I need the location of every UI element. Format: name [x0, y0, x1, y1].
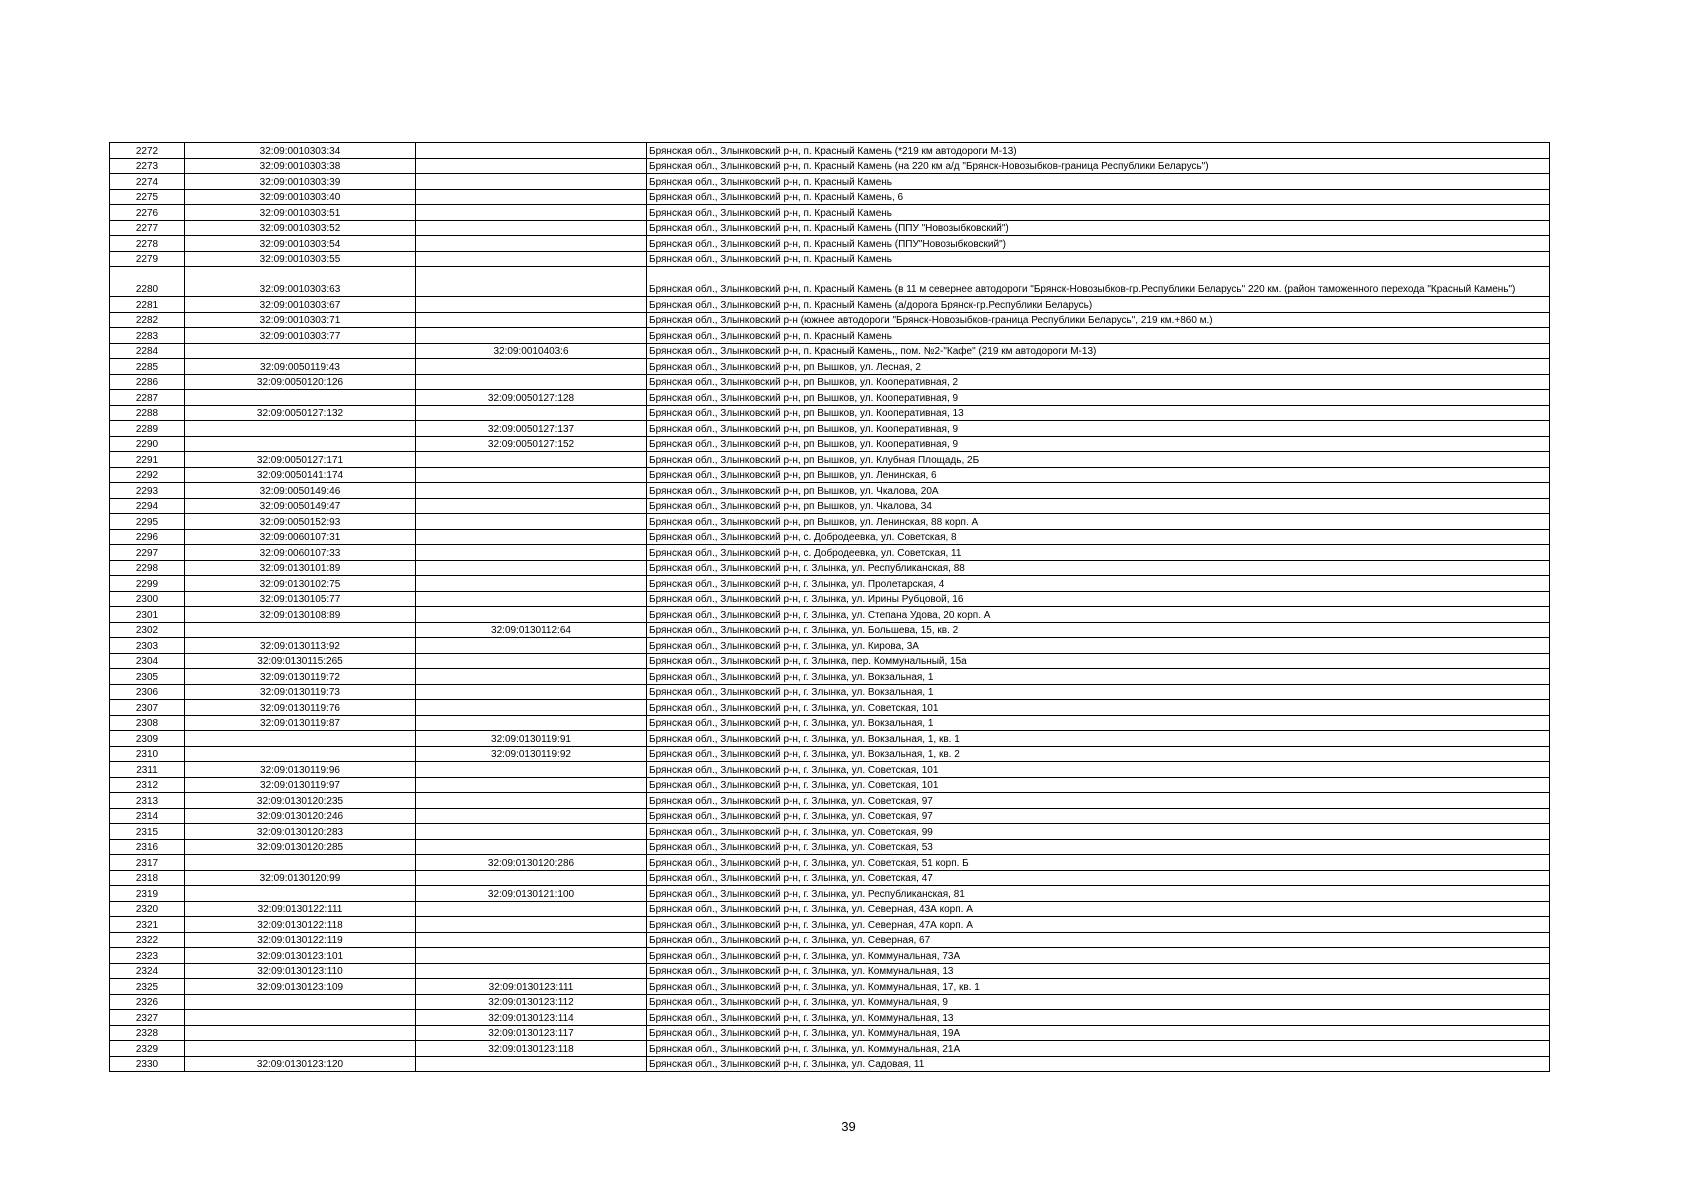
linked-cadastral-number-cell: 32:09:0130123:114	[416, 1010, 647, 1026]
row-number-cell: 2300	[110, 591, 185, 607]
linked-cadastral-number-cell	[416, 638, 647, 654]
row-number-cell: 2325	[110, 979, 185, 995]
table-row	[110, 746, 1550, 762]
linked-cadastral-number-cell	[416, 467, 647, 483]
linked-cadastral-number-cell	[416, 653, 647, 669]
linked-cadastral-number-cell: 32:09:0130123:117	[416, 1025, 647, 1041]
table-row	[110, 731, 1550, 747]
cadastral-number-cell: 32:09:0010303:40	[185, 189, 416, 205]
cadastral-number-cell: 32:09:0130123:120	[185, 1056, 416, 1072]
cadastral-number-cell: 32:09:0130123:101	[185, 948, 416, 964]
row-number-cell: 2308	[110, 715, 185, 731]
cadastral-number-cell: 32:09:0010303:38	[185, 158, 416, 174]
row-number-cell: 2287	[110, 390, 185, 406]
cadastral-number-cell: 32:09:0010303:34	[185, 143, 416, 159]
linked-cadastral-number-cell	[416, 220, 647, 236]
cadastral-number-cell	[185, 436, 416, 452]
address-cell: Брянская обл., Злынковский р-н, г. Злынка, ул. Ирины Рубцовой, 16	[647, 591, 1550, 607]
linked-cadastral-number-cell: 32:09:0010403:6	[416, 343, 647, 359]
table-row	[110, 251, 1550, 267]
row-number-cell: 2312	[110, 777, 185, 793]
address-cell: Брянская обл., Злынковский р-н, п. Красный Камень	[647, 205, 1550, 221]
linked-cadastral-number-cell: 32:09:0130120:286	[416, 855, 647, 871]
cadastral-number-cell: 32:09:0060107:33	[185, 545, 416, 561]
cadastral-number-cell: 32:09:0010303:67	[185, 297, 416, 313]
cadastral-number-cell	[185, 421, 416, 437]
linked-cadastral-number-cell: 32:09:0130123:111	[416, 979, 647, 995]
row-number-cell: 2292	[110, 467, 185, 483]
address-cell: Брянская обл., Злынковский р-н, г. Злынка, ул. Советская, 101	[647, 777, 1550, 793]
linked-cadastral-number-cell	[416, 715, 647, 731]
table-row	[110, 405, 1550, 421]
row-number-cell: 2293	[110, 483, 185, 499]
table-row	[110, 143, 1550, 159]
table-row	[110, 374, 1550, 390]
table-row	[110, 189, 1550, 205]
property-table-body	[110, 143, 1550, 1072]
address-cell: Брянская обл., Злынковский р-н, г. Злынка, ул. Коммунальная, 13	[647, 963, 1550, 979]
row-number-cell: 2324	[110, 963, 185, 979]
address-cell: Брянская обл., Злынковский р-н, г. Злынка, ул. Коммунальная, 19А	[647, 1025, 1550, 1041]
address-cell: Брянская обл., Злынковский р-н, г. Злынка, ул. Советская, 101	[647, 762, 1550, 778]
row-number-cell: 2309	[110, 731, 185, 747]
cadastral-number-cell: 32:09:0050120:126	[185, 374, 416, 390]
address-cell: Брянская обл., Злынковский р-н, г. Злынка, ул. Вокзальная, 1	[647, 715, 1550, 731]
table-row	[110, 824, 1550, 840]
row-number-cell: 2317	[110, 855, 185, 871]
cadastral-number-cell	[185, 994, 416, 1010]
address-cell: Брянская обл., Злынковский р-н, г. Злынка, ул. Вокзальная, 1, кв. 1	[647, 731, 1550, 747]
table-row	[110, 529, 1550, 545]
cadastral-number-cell: 32:09:0050127:132	[185, 405, 416, 421]
row-number-cell: 2326	[110, 994, 185, 1010]
address-cell: Брянская обл., Злынковский р-н, г. Злынка, ул. Советская, 51 корп. Б	[647, 855, 1550, 871]
row-number-cell: 2319	[110, 886, 185, 902]
table-row	[110, 1025, 1550, 1041]
cadastral-number-cell: 32:09:0130123:109	[185, 979, 416, 995]
row-number-cell: 2320	[110, 901, 185, 917]
linked-cadastral-number-cell	[416, 514, 647, 530]
address-cell: Брянская обл., Злынковский р-н, п. Красный Камень	[647, 251, 1550, 267]
cadastral-number-cell: 32:09:0130122:111	[185, 901, 416, 917]
row-number-cell: 2273	[110, 158, 185, 174]
cadastral-number-cell: 32:09:0130122:118	[185, 917, 416, 933]
cadastral-number-cell: 32:09:0010303:39	[185, 174, 416, 190]
address-cell: Брянская обл., Злынковский р-н, г. Злынка, ул. Республиканская, 81	[647, 886, 1550, 902]
address-cell: Брянская обл., Злынковский р-н, г. Злынка, ул. Советская, 97	[647, 808, 1550, 824]
table-row	[110, 638, 1550, 654]
cadastral-number-cell	[185, 746, 416, 762]
row-number-cell: 2291	[110, 452, 185, 468]
cadastral-number-cell: 32:09:0050119:43	[185, 359, 416, 375]
row-number-cell: 2297	[110, 545, 185, 561]
cadastral-number-cell: 32:09:0130122:119	[185, 932, 416, 948]
address-cell: Брянская обл., Злынковский р-н, п. Красный Камень	[647, 174, 1550, 190]
address-cell: Брянская обл., Злынковский р-н, г. Злынка, ул. Кирова, 3А	[647, 638, 1550, 654]
address-cell: Брянская обл., Злынковский р-н, г. Злынка, ул. Советская, 53	[647, 839, 1550, 855]
cadastral-number-cell	[185, 1010, 416, 1026]
linked-cadastral-number-cell	[416, 251, 647, 267]
table-row	[110, 715, 1550, 731]
row-number-cell: 2318	[110, 870, 185, 886]
address-cell: Брянская обл., Злынковский р-н, п. Красный Камень	[647, 328, 1550, 344]
linked-cadastral-number-cell	[416, 205, 647, 221]
table-row	[110, 514, 1550, 530]
address-cell: Брянская обл., Злынковский р-н, рп Вышков, ул. Чкалова, 20А	[647, 483, 1550, 499]
address-cell: Брянская обл., Злынковский р-н, г. Злынка, ул. Северная, 67	[647, 932, 1550, 948]
cadastral-number-cell	[185, 886, 416, 902]
row-number-cell: 2322	[110, 932, 185, 948]
cadastral-number-cell: 32:09:0050152:93	[185, 514, 416, 530]
cadastral-number-cell: 32:09:0010303:71	[185, 312, 416, 328]
table-row	[110, 886, 1550, 902]
table-row	[110, 421, 1550, 437]
cadastral-number-cell: 32:09:0130101:89	[185, 560, 416, 576]
address-cell: Брянская обл., Злынковский р-н, г. Злынка, ул. Советская, 47	[647, 870, 1550, 886]
linked-cadastral-number-cell	[416, 158, 647, 174]
cadastral-number-cell: 32:09:0130119:76	[185, 700, 416, 716]
cadastral-number-cell: 32:09:0050127:171	[185, 452, 416, 468]
table-row	[110, 205, 1550, 221]
linked-cadastral-number-cell	[416, 762, 647, 778]
table-row	[110, 855, 1550, 871]
table-row	[110, 1041, 1550, 1057]
cadastral-number-cell: 32:09:0130120:283	[185, 824, 416, 840]
cadastral-number-cell: 32:09:0050149:46	[185, 483, 416, 499]
row-number-cell: 2305	[110, 669, 185, 685]
table-row	[110, 343, 1550, 359]
table-row	[110, 622, 1550, 638]
table-row	[110, 870, 1550, 886]
row-number-cell: 2284	[110, 343, 185, 359]
linked-cadastral-number-cell: 32:09:0130112:64	[416, 622, 647, 638]
address-cell: Брянская обл., Злынковский р-н (южнее автодороги "Брянск-Новозыбков-граница Республики Беларусь", 219 км.+860 м.)	[647, 312, 1550, 328]
cadastral-number-cell: 32:09:0130105:77	[185, 591, 416, 607]
table-row	[110, 839, 1550, 855]
row-number-cell: 2294	[110, 498, 185, 514]
row-number-cell: 2328	[110, 1025, 185, 1041]
row-number-cell: 2288	[110, 405, 185, 421]
row-number-cell: 2304	[110, 653, 185, 669]
table-row	[110, 1010, 1550, 1026]
row-number-cell: 2285	[110, 359, 185, 375]
linked-cadastral-number-cell: 32:09:0130123:118	[416, 1041, 647, 1057]
table-row	[110, 994, 1550, 1010]
linked-cadastral-number-cell	[416, 839, 647, 855]
row-number-cell: 2330	[110, 1056, 185, 1072]
cadastral-number-cell: 32:09:0050141:174	[185, 467, 416, 483]
linked-cadastral-number-cell	[416, 483, 647, 499]
row-number-cell: 2323	[110, 948, 185, 964]
table-row	[110, 607, 1550, 623]
address-cell: Брянская обл., Злынковский р-н, г. Злынка, ул. Вокзальная, 1	[647, 669, 1550, 685]
address-cell: Брянская обл., Злынковский р-н, рп Вышков, ул. Чкалова, 34	[647, 498, 1550, 514]
linked-cadastral-number-cell	[416, 700, 647, 716]
linked-cadastral-number-cell: 32:09:0130121:100	[416, 886, 647, 902]
cadastral-number-cell: 32:09:0130119:96	[185, 762, 416, 778]
linked-cadastral-number-cell	[416, 359, 647, 375]
cadastral-number-cell: 32:09:0130123:110	[185, 963, 416, 979]
address-cell: Брянская обл., Злынковский р-н, с. Добродеевка, ул. Советская, 11	[647, 545, 1550, 561]
address-cell: Брянская обл., Злынковский р-н, п. Красный Камень (*219 км автодороги М-13)	[647, 143, 1550, 159]
cadastral-number-cell: 32:09:0130119:97	[185, 777, 416, 793]
linked-cadastral-number-cell	[416, 607, 647, 623]
table-row	[110, 917, 1550, 933]
row-number-cell: 2272	[110, 143, 185, 159]
row-number-cell: 2289	[110, 421, 185, 437]
address-cell: Брянская обл., Злынковский р-н, г. Злынка, ул. Коммунальная, 13	[647, 1010, 1550, 1026]
linked-cadastral-number-cell	[416, 808, 647, 824]
address-cell: Брянская обл., Злынковский р-н, г. Злынка, ул. Советская, 99	[647, 824, 1550, 840]
linked-cadastral-number-cell: 32:09:0050127:137	[416, 421, 647, 437]
cadastral-number-cell	[185, 1025, 416, 1041]
linked-cadastral-number-cell: 32:09:0130119:91	[416, 731, 647, 747]
address-cell: Брянская обл., Злынковский р-н, п. Красный Камень (на 220 км а/д "Брянск-Новозыбков-граница Республики Беларусь")	[647, 158, 1550, 174]
row-number-cell: 2299	[110, 576, 185, 592]
row-number-cell: 2277	[110, 220, 185, 236]
linked-cadastral-number-cell	[416, 963, 647, 979]
linked-cadastral-number-cell	[416, 932, 647, 948]
row-number-cell: 2301	[110, 607, 185, 623]
cadastral-number-cell: 32:09:0130119:73	[185, 684, 416, 700]
row-number-cell: 2282	[110, 312, 185, 328]
linked-cadastral-number-cell	[416, 236, 647, 252]
row-number-cell: 2283	[110, 328, 185, 344]
row-number-cell: 2329	[110, 1041, 185, 1057]
address-cell: Брянская обл., Злынковский р-н, г. Злынка, ул. Коммунальная, 9	[647, 994, 1550, 1010]
linked-cadastral-number-cell	[416, 793, 647, 809]
cadastral-number-cell	[185, 390, 416, 406]
linked-cadastral-number-cell	[416, 174, 647, 190]
cadastral-number-cell: 32:09:0130119:72	[185, 669, 416, 685]
table-row	[110, 359, 1550, 375]
table-row	[110, 545, 1550, 561]
table-row	[110, 267, 1550, 297]
address-cell: Брянская обл., Злынковский р-н, п. Красный Камень,, пом. №2-"Кафе" (219 км автодороги М-13)	[647, 343, 1550, 359]
linked-cadastral-number-cell	[416, 545, 647, 561]
row-number-cell: 2280	[110, 267, 185, 297]
table-row	[110, 483, 1550, 499]
row-number-cell: 2327	[110, 1010, 185, 1026]
row-number-cell: 2274	[110, 174, 185, 190]
linked-cadastral-number-cell	[416, 870, 647, 886]
address-cell: Брянская обл., Злынковский р-н, г. Злынка, ул. Северная, 43А корп. А	[647, 901, 1550, 917]
row-number-cell: 2310	[110, 746, 185, 762]
linked-cadastral-number-cell	[416, 576, 647, 592]
cadastral-number-cell: 32:09:0130120:235	[185, 793, 416, 809]
linked-cadastral-number-cell	[416, 143, 647, 159]
table-row	[110, 808, 1550, 824]
linked-cadastral-number-cell	[416, 452, 647, 468]
linked-cadastral-number-cell	[416, 498, 647, 514]
page-number: 39	[841, 1119, 856, 1134]
linked-cadastral-number-cell	[416, 560, 647, 576]
table-row	[110, 498, 1550, 514]
cadastral-number-cell	[185, 1041, 416, 1057]
linked-cadastral-number-cell: 32:09:0050127:152	[416, 436, 647, 452]
address-cell: Брянская обл., Злынковский р-н, г. Злынка, ул. Северная, 47А корп. А	[647, 917, 1550, 933]
table-row	[110, 700, 1550, 716]
linked-cadastral-number-cell	[416, 669, 647, 685]
table-row	[110, 158, 1550, 174]
row-number-cell: 2306	[110, 684, 185, 700]
row-number-cell: 2298	[110, 560, 185, 576]
linked-cadastral-number-cell	[416, 297, 647, 313]
address-cell: Брянская обл., Злынковский р-н, рп Вышков, ул. Кооперативная, 13	[647, 405, 1550, 421]
linked-cadastral-number-cell	[416, 591, 647, 607]
linked-cadastral-number-cell	[416, 267, 647, 297]
linked-cadastral-number-cell	[416, 328, 647, 344]
table-row	[110, 762, 1550, 778]
row-number-cell: 2316	[110, 839, 185, 855]
table-row	[110, 591, 1550, 607]
row-number-cell: 2321	[110, 917, 185, 933]
cadastral-number-cell	[185, 855, 416, 871]
address-cell: Брянская обл., Злынковский р-н, рп Вышков, ул. Лесная, 2	[647, 359, 1550, 375]
table-row	[110, 653, 1550, 669]
table-row	[110, 963, 1550, 979]
address-cell: Брянская обл., Злынковский р-н, г. Злынка, ул. Вокзальная, 1, кв. 2	[647, 746, 1550, 762]
linked-cadastral-number-cell	[416, 684, 647, 700]
cadastral-number-cell: 32:09:0130115:265	[185, 653, 416, 669]
cadastral-number-cell: 32:09:0010303:55	[185, 251, 416, 267]
row-number-cell: 2275	[110, 189, 185, 205]
table-row	[110, 436, 1550, 452]
cadastral-number-cell: 32:09:0130120:285	[185, 839, 416, 855]
address-cell: Брянская обл., Злынковский р-н, г. Злынка, ул. Большева, 15, кв. 2	[647, 622, 1550, 638]
address-cell: Брянская обл., Злынковский р-н, рп Вышков, ул. Кооперативная, 9	[647, 421, 1550, 437]
row-number-cell: 2281	[110, 297, 185, 313]
address-cell: Брянская обл., Злынковский р-н, г. Злынка, ул. Садовая, 11	[647, 1056, 1550, 1072]
linked-cadastral-number-cell	[416, 374, 647, 390]
address-cell: Брянская обл., Злынковский р-н, п. Красный Камень (ППУ"Новозыбковский")	[647, 236, 1550, 252]
linked-cadastral-number-cell	[416, 1056, 647, 1072]
row-number-cell: 2286	[110, 374, 185, 390]
table-row	[110, 312, 1550, 328]
linked-cadastral-number-cell: 32:09:0130123:112	[416, 994, 647, 1010]
linked-cadastral-number-cell	[416, 824, 647, 840]
linked-cadastral-number-cell	[416, 917, 647, 933]
cadastral-number-cell: 32:09:0130102:75	[185, 576, 416, 592]
address-cell: Брянская обл., Злынковский р-н, г. Злынка, ул. Пролетарская, 4	[647, 576, 1550, 592]
row-number-cell: 2313	[110, 793, 185, 809]
address-cell: Брянская обл., Злынковский р-н, п. Красный Камень (в 11 м севернее автодороги "Брянск-Новозыбков-гр.Республики Беларусь" 220 км. (район таможенного перехода "Красный Камень")	[647, 267, 1550, 297]
table-row	[110, 979, 1550, 995]
table-row	[110, 669, 1550, 685]
address-cell: Брянская обл., Злынковский р-н, п. Красный Камень (ППУ "Новозыбковский")	[647, 220, 1550, 236]
linked-cadastral-number-cell	[416, 529, 647, 545]
table-row	[110, 220, 1550, 236]
cadastral-number-cell: 32:09:0060107:31	[185, 529, 416, 545]
address-cell: Брянская обл., Злынковский р-н, г. Злынка, ул. Коммунальная, 21А	[647, 1041, 1550, 1057]
address-cell: Брянская обл., Злынковский р-н, с. Добродеевка, ул. Советская, 8	[647, 529, 1550, 545]
table-row	[110, 297, 1550, 313]
address-cell: Брянская обл., Злынковский р-н, рп Вышков, ул. Кооперативная, 9	[647, 436, 1550, 452]
table-row	[110, 1056, 1550, 1072]
row-number-cell: 2295	[110, 514, 185, 530]
address-cell: Брянская обл., Злынковский р-н, рп Вышков, ул. Ленинская, 88 корп. А	[647, 514, 1550, 530]
address-cell: Брянская обл., Злынковский р-н, п. Красный Камень (а/дорога Брянск-гр.Республики Беларусь)	[647, 297, 1550, 313]
table-row	[110, 948, 1550, 964]
table-row	[110, 901, 1550, 917]
cadastral-number-cell: 32:09:0130120:99	[185, 870, 416, 886]
linked-cadastral-number-cell: 32:09:0050127:128	[416, 390, 647, 406]
cadastral-number-cell: 32:09:0010303:63	[185, 267, 416, 297]
row-number-cell: 2303	[110, 638, 185, 654]
address-cell: Брянская обл., Злынковский р-н, рп Вышков, ул. Ленинская, 6	[647, 467, 1550, 483]
table-row	[110, 777, 1550, 793]
row-number-cell: 2290	[110, 436, 185, 452]
address-cell: Брянская обл., Злынковский р-н, рп Вышков, ул. Кооперативная, 2	[647, 374, 1550, 390]
cadastral-number-cell: 32:09:0130108:89	[185, 607, 416, 623]
address-cell: Брянская обл., Злынковский р-н, г. Злынка, ул. Советская, 97	[647, 793, 1550, 809]
table-row	[110, 452, 1550, 468]
address-cell: Брянская обл., Злынковский р-н, г. Злынка, пер. Коммунальный, 15а	[647, 653, 1550, 669]
row-number-cell: 2279	[110, 251, 185, 267]
table-row	[110, 467, 1550, 483]
linked-cadastral-number-cell	[416, 189, 647, 205]
address-cell: Брянская обл., Злынковский р-н, г. Злынка, ул. Коммунальная, 73А	[647, 948, 1550, 964]
cadastral-number-cell	[185, 343, 416, 359]
cadastral-number-cell: 32:09:0010303:52	[185, 220, 416, 236]
row-number-cell: 2314	[110, 808, 185, 824]
table-row	[110, 328, 1550, 344]
address-cell: Брянская обл., Злынковский р-н, г. Злынка, ул. Коммунальная, 17, кв. 1	[647, 979, 1550, 995]
address-cell: Брянская обл., Злынковский р-н, г. Злынка, ул. Степана Удова, 20 корп. А	[647, 607, 1550, 623]
linked-cadastral-number-cell: 32:09:0130119:92	[416, 746, 647, 762]
address-cell: Брянская обл., Злынковский р-н, рп Вышков, ул. Кооперативная, 9	[647, 390, 1550, 406]
cadastral-number-cell: 32:09:0130120:246	[185, 808, 416, 824]
cadastral-number-cell	[185, 731, 416, 747]
address-cell: Брянская обл., Злынковский р-н, г. Злынка, ул. Советская, 101	[647, 700, 1550, 716]
table-row	[110, 236, 1550, 252]
row-number-cell: 2276	[110, 205, 185, 221]
address-cell: Брянская обл., Злынковский р-н, г. Злынка, ул. Вокзальная, 1	[647, 684, 1550, 700]
linked-cadastral-number-cell	[416, 405, 647, 421]
address-cell: Брянская обл., Злынковский р-н, рп Вышков, ул. Клубная Площадь, 2Б	[647, 452, 1550, 468]
linked-cadastral-number-cell	[416, 948, 647, 964]
cadastral-number-cell: 32:09:0010303:77	[185, 328, 416, 344]
row-number-cell: 2296	[110, 529, 185, 545]
table-row	[110, 793, 1550, 809]
row-number-cell: 2307	[110, 700, 185, 716]
row-number-cell: 2315	[110, 824, 185, 840]
linked-cadastral-number-cell	[416, 312, 647, 328]
property-table	[109, 142, 1550, 1072]
table-row	[110, 390, 1550, 406]
table-row	[110, 174, 1550, 190]
cadastral-number-cell: 32:09:0130113:92	[185, 638, 416, 654]
table-row	[110, 576, 1550, 592]
cadastral-number-cell: 32:09:0050149:47	[185, 498, 416, 514]
cadastral-number-cell	[185, 622, 416, 638]
linked-cadastral-number-cell	[416, 901, 647, 917]
table-row	[110, 560, 1550, 576]
table-row	[110, 932, 1550, 948]
address-cell: Брянская обл., Злынковский р-н, г. Злынка, ул. Республиканская, 88	[647, 560, 1550, 576]
linked-cadastral-number-cell	[416, 777, 647, 793]
cadastral-number-cell: 32:09:0010303:51	[185, 205, 416, 221]
row-number-cell: 2302	[110, 622, 185, 638]
table-row	[110, 684, 1550, 700]
address-cell: Брянская обл., Злынковский р-н, п. Красный Камень, 6	[647, 189, 1550, 205]
cadastral-number-cell: 32:09:0010303:54	[185, 236, 416, 252]
row-number-cell: 2278	[110, 236, 185, 252]
cadastral-number-cell: 32:09:0130119:87	[185, 715, 416, 731]
row-number-cell: 2311	[110, 762, 185, 778]
